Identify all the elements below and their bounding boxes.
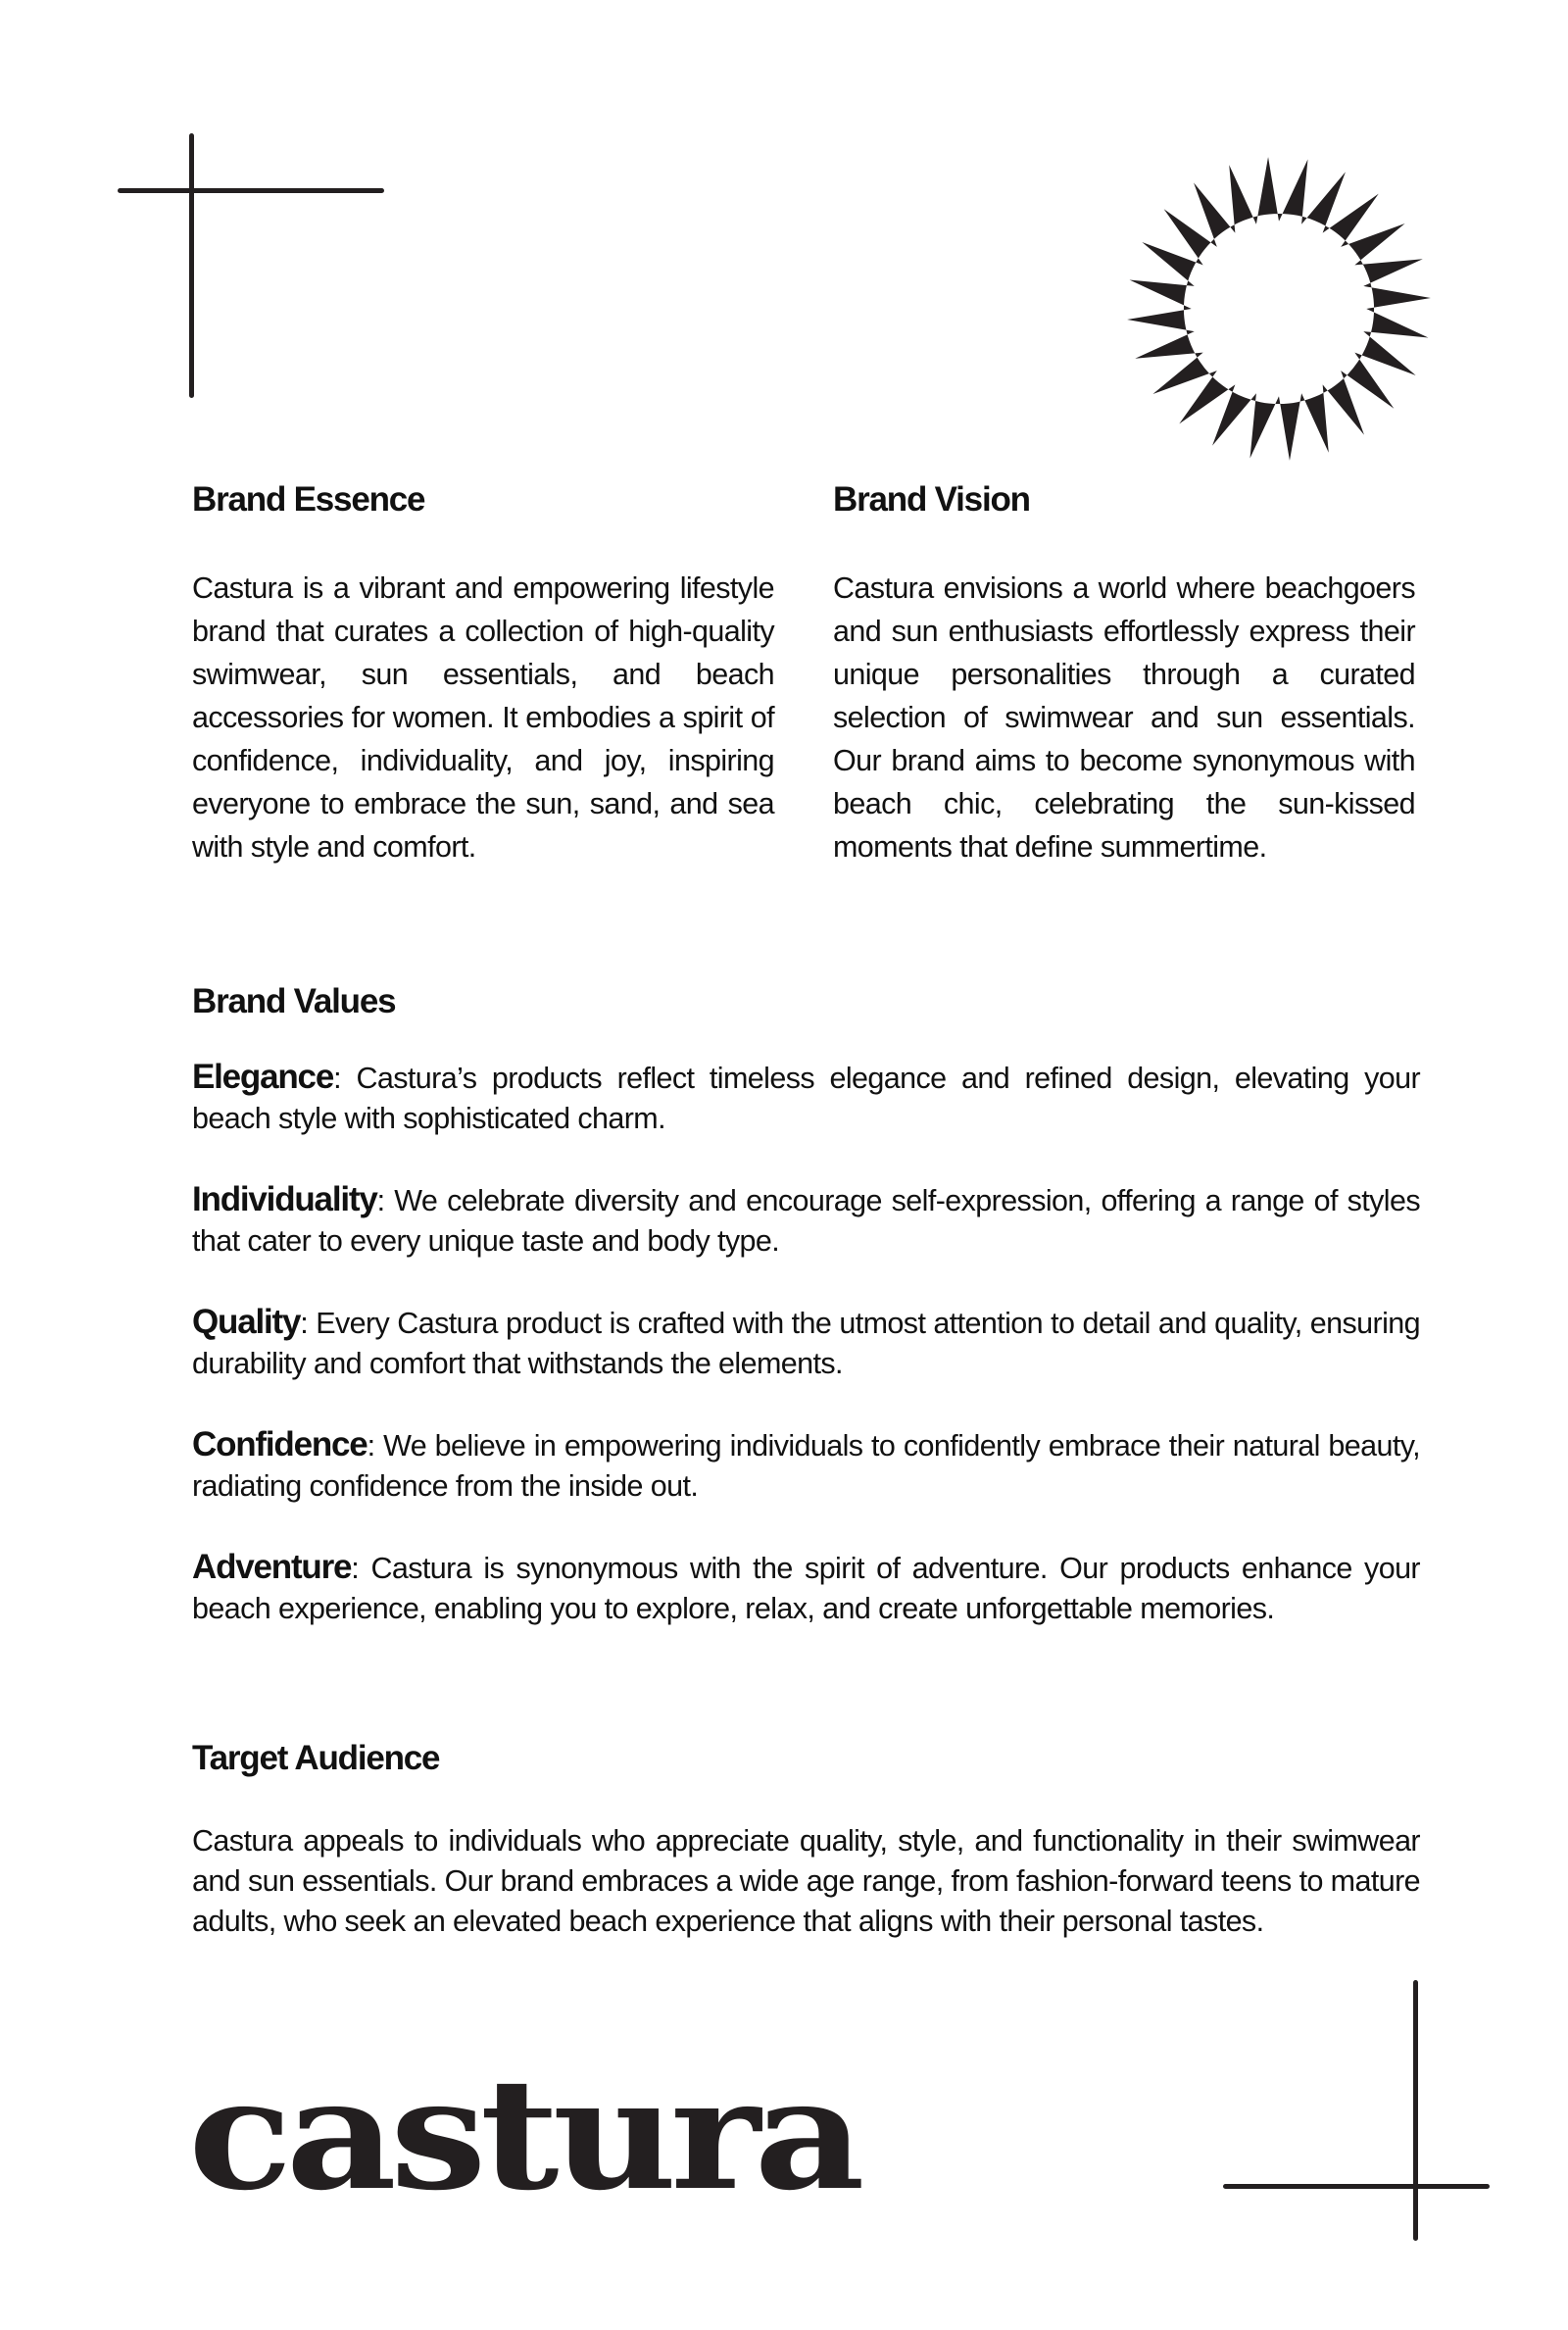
value-separator: : bbox=[300, 1307, 309, 1340]
brand-value-confidence bbox=[192, 1424, 1420, 1507]
sun-star-emblem-icon bbox=[1117, 147, 1441, 471]
value-separator: : bbox=[376, 1184, 385, 1217]
brand-value-elegance bbox=[192, 1057, 1420, 1139]
value-term: Elegance bbox=[192, 1058, 334, 1096]
value-text: Castura’s products reflect timeless elegance and refined design, elevating your beach style with sophisticated charm. bbox=[192, 1062, 1420, 1135]
value-term: Quality bbox=[192, 1303, 301, 1341]
brand-values-list bbox=[192, 1057, 1420, 1669]
brand-value-quality bbox=[192, 1302, 1420, 1384]
crosshair-horizontal-line bbox=[118, 188, 384, 193]
brand-vision-body: Castura envisions a world where beachgoers and sun enthusiasts effortlessly express their unique personalities through a curated selection of swimwear and sun essentials. Our brand aims to become synonymous with beach chic, celebrating the sun-kissed moments that define summertime. bbox=[833, 571, 1415, 864]
value-term: Adventure bbox=[192, 1548, 352, 1586]
value-text: Every Castura product is crafted with the utmost attention to detail and quality, ensuring durability and comfort that withstands the elements. bbox=[192, 1307, 1420, 1380]
value-term: Individuality bbox=[192, 1180, 377, 1218]
crosshair-horizontal-line bbox=[1223, 2184, 1490, 2189]
brand-value-adventure bbox=[192, 1547, 1420, 1629]
value-separator: : bbox=[351, 1552, 360, 1585]
brand-value-individuality bbox=[192, 1179, 1420, 1262]
castura-wordmark-logo: castura bbox=[188, 2045, 858, 2224]
value-text: We celebrate diversity and encourage self-expression, offering a range of styles that cater to every unique taste and body type. bbox=[192, 1184, 1420, 1258]
brand-vision-heading: Brand Vision bbox=[833, 480, 1030, 519]
brand-values-heading: Brand Values bbox=[192, 982, 396, 1020]
brand-essence-body: Castura is a vibrant and empowering lifestyle brand that curates a collection of high-quality swimwear, sun essentials, and beach accessories for women. It embodies a spirit of confidence, individuality, and joy, inspiring everyone to embrace the sun, sand, and sea with style and comfort. bbox=[192, 571, 774, 864]
value-text: Castura is synonymous with the spirit of adventure. Our products enhance your beach experience, enabling you to explore, relax, and create unforgettable memories. bbox=[192, 1552, 1420, 1625]
value-separator: : bbox=[367, 1429, 375, 1462]
value-text: We believe in empowering individuals to confidently embrace their natural beauty, radiating confidence from the inside out. bbox=[192, 1429, 1420, 1503]
crosshair-vertical-line bbox=[1413, 1980, 1418, 2241]
value-separator: : bbox=[333, 1062, 341, 1095]
crosshair-bottom-right-icon bbox=[1223, 1978, 1497, 2249]
target-audience-body: Castura appeals to individuals who appreciate quality, style, and functionality in their swimwear and sun essentials. Our brand embraces a wide age range, from fashion-forward teens to mature adults, who seek an elevated beach experience that aligns with their personal tastes. bbox=[192, 1824, 1421, 1938]
crosshair-top-left-icon bbox=[118, 131, 388, 402]
value-term: Confidence bbox=[192, 1425, 368, 1463]
brand-essence-heading: Brand Essence bbox=[192, 480, 425, 519]
crosshair-vertical-line bbox=[189, 133, 194, 398]
target-audience-heading: Target Audience bbox=[192, 1739, 440, 1777]
